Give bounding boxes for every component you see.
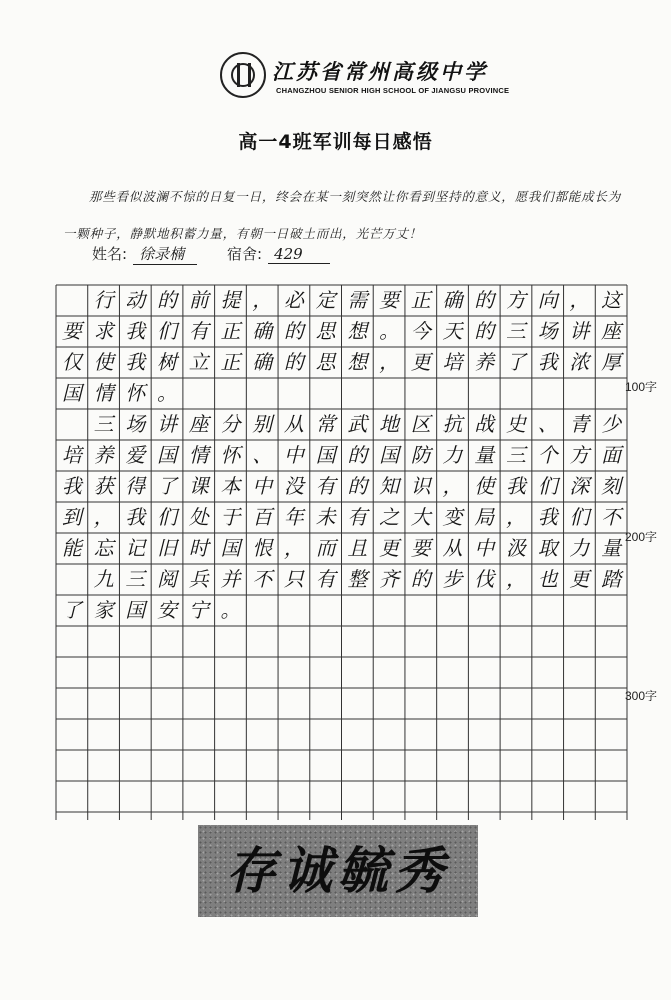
essay-char: 区 xyxy=(410,412,431,436)
essay-char: 确 xyxy=(442,288,463,312)
essay-char: 地 xyxy=(379,412,400,436)
essay-char: 少 xyxy=(601,412,622,436)
essay-char: 培 xyxy=(442,350,463,374)
essay-char: 方 xyxy=(569,443,590,467)
essay-char: 得 xyxy=(125,474,146,498)
essay-char: 更 xyxy=(410,350,431,374)
essay-char: 量 xyxy=(474,443,495,467)
dorm-value: 429 xyxy=(268,245,330,264)
essay-char: 场 xyxy=(537,319,558,343)
essay-char: 。 xyxy=(220,598,241,622)
essay-char: 们 xyxy=(157,319,178,343)
essay-char: 到 xyxy=(61,505,82,529)
essay-char: 汲 xyxy=(505,536,526,560)
essay-char: 、 xyxy=(252,443,273,467)
name-label: 姓名: xyxy=(92,245,128,263)
essay-char: 的 xyxy=(347,474,368,498)
essay-char: 国 xyxy=(315,443,336,467)
essay-char: 抗 xyxy=(442,412,463,436)
essay-char: 于 xyxy=(220,505,241,529)
stamp-text: 存诚毓秀 xyxy=(226,841,450,900)
essay-char: 有 xyxy=(347,505,368,529)
essay-char: 量 xyxy=(601,536,622,560)
essay-char: 三 xyxy=(505,319,526,343)
essay-char: 中 xyxy=(252,474,273,498)
essay-char: 确 xyxy=(252,350,273,374)
essay-char: 而 xyxy=(315,536,336,560)
essay-char: 的 xyxy=(347,443,368,467)
essay-char: 讲 xyxy=(569,319,590,343)
essay-char: 这 xyxy=(601,288,622,312)
essay-char: 从 xyxy=(442,536,463,560)
essay-char: 时 xyxy=(188,536,209,560)
essay-char: 场 xyxy=(125,412,146,436)
essay-char: 天 xyxy=(442,319,463,343)
essay-char: 养 xyxy=(474,350,495,374)
essay-char: 我 xyxy=(537,505,558,529)
essay-char: 变 xyxy=(442,505,463,529)
essay-char: 宁 xyxy=(188,598,209,622)
essay-char: 立 xyxy=(188,350,209,374)
essay-char: 更 xyxy=(379,536,400,560)
essay-char: 使 xyxy=(93,350,114,374)
essay-char: 深 xyxy=(569,474,590,498)
essay-char: 刻 xyxy=(601,474,622,498)
essay-char: 想 xyxy=(347,319,368,343)
essay-char: 有 xyxy=(188,319,209,343)
essay-char: 求 xyxy=(93,319,114,343)
essay-char: ， xyxy=(505,505,526,529)
essay-char: 步 xyxy=(442,567,463,591)
essay-char: 了 xyxy=(505,350,526,374)
essay-char: 国 xyxy=(125,598,146,622)
essay-char: 的 xyxy=(283,350,304,374)
essay-char: ， xyxy=(442,474,463,498)
essay-char: 识 xyxy=(410,474,431,498)
essay-char: 青 xyxy=(569,412,590,436)
essay-char: 家 xyxy=(93,598,114,622)
essay-char: 三 xyxy=(505,443,526,467)
name-value: 徐录楠 xyxy=(133,243,197,265)
word-count-300: 300字 xyxy=(625,689,658,703)
essay-char: 正 xyxy=(410,288,431,312)
essay-char: 史 xyxy=(505,412,526,436)
essay-char: 更 xyxy=(569,567,590,591)
essay-char: 不 xyxy=(601,505,622,529)
essay-char: 。 xyxy=(157,381,178,405)
essay-char: 从 xyxy=(283,412,304,436)
essay-char: 我 xyxy=(125,319,146,343)
essay-char: 座 xyxy=(188,412,209,436)
essay-char: 大 xyxy=(410,505,431,529)
essay-char: 国 xyxy=(157,443,178,467)
essay-char: 们 xyxy=(537,474,558,498)
essay-char: 今 xyxy=(410,319,431,343)
essay-char: 养 xyxy=(93,443,114,467)
essay-char: 也 xyxy=(537,567,558,591)
essay-char: 分 xyxy=(220,412,241,436)
essay-char: ， xyxy=(569,288,590,312)
essay-char: 个 xyxy=(537,443,558,467)
essay-char: 正 xyxy=(220,350,241,374)
essay-char: 力 xyxy=(569,536,590,560)
essay-char: 年 xyxy=(283,505,304,529)
essay-char: 。 xyxy=(379,319,400,343)
essay-char: 思 xyxy=(315,350,336,374)
essay-char: ， xyxy=(93,505,114,529)
essay-char: 、 xyxy=(537,412,558,436)
essay-char: 伐 xyxy=(474,567,495,591)
essay-char: 前 xyxy=(188,288,209,312)
essay-char: 百 xyxy=(252,505,273,529)
essay-char: 必 xyxy=(283,288,304,312)
essay-char: 的 xyxy=(474,319,495,343)
essay-char: 怀 xyxy=(220,443,241,467)
school-name-en: CHANGZHOU SENIOR HIGH SCHOOL OF JIANGSU PROVINCE xyxy=(276,86,510,95)
essay-char: 想 xyxy=(347,350,368,374)
essay-char: 情 xyxy=(188,443,209,467)
school-name-cn: 江苏省常州高级中学 xyxy=(272,59,488,84)
essay-char: 们 xyxy=(157,505,178,529)
word-count-200: 200字 xyxy=(625,530,658,544)
essay-char: 厚 xyxy=(601,350,622,374)
essay-char: 能 xyxy=(61,536,82,560)
essay-char: 的 xyxy=(157,288,178,312)
essay-char: 国 xyxy=(61,381,82,405)
preface-text: 那些看似波澜不惊的日复一日，终会在某一刻突然让你看到坚持的意义，愿我们都能成长为一颗种子，静默地积蓄力量，有朝一日破土而出，光芒万丈！ xyxy=(63,189,622,241)
essay-char: 获 xyxy=(93,474,114,498)
essay-char: 并 xyxy=(220,567,241,591)
essay-char xyxy=(56,409,88,440)
essay-char: 力 xyxy=(442,443,463,467)
essay-char: 们 xyxy=(569,505,590,529)
essay-char: 要 xyxy=(379,288,400,312)
essay-char: 要 xyxy=(61,319,82,343)
essay-char: 爱 xyxy=(125,443,146,467)
essay-char: 国 xyxy=(220,536,241,560)
essay-char: 防 xyxy=(410,443,431,467)
essay-char: 座 xyxy=(601,319,622,343)
essay-char: 常 xyxy=(315,412,336,436)
essay-char: 只 xyxy=(283,567,304,591)
essay-char: 动 xyxy=(125,288,146,312)
essay-char: 九 xyxy=(93,567,114,591)
essay-char: 培 xyxy=(61,443,82,467)
essay-char: 不 xyxy=(252,567,273,591)
essay-char: 武 xyxy=(347,412,368,436)
essay-char: 别 xyxy=(252,412,273,436)
essay-char: 正 xyxy=(220,319,241,343)
essay-char: 要 xyxy=(410,536,431,560)
essay-char: 战 xyxy=(474,412,495,436)
essay-char: 我 xyxy=(61,474,82,498)
essay-char: 我 xyxy=(125,505,146,529)
essay-char: 的 xyxy=(283,319,304,343)
essay-char: 树 xyxy=(157,350,178,374)
essay-char: 行 xyxy=(93,288,114,312)
essay-char: 确 xyxy=(252,319,273,343)
word-count-100: 100字 xyxy=(625,380,658,394)
essay-char: 情 xyxy=(93,381,114,405)
essay-char: 讲 xyxy=(157,412,178,436)
dorm-label: 宿舍: xyxy=(227,245,263,263)
essay-char: 忘 xyxy=(93,536,114,560)
essay-char: 阅 xyxy=(157,567,178,591)
essay-char: 未 xyxy=(315,505,336,529)
essay-char: 整 xyxy=(347,567,368,591)
essay-char: 踏 xyxy=(601,567,622,591)
essay-char: 且 xyxy=(347,536,368,560)
essay-char: ， xyxy=(252,288,273,312)
essay-char: 提 xyxy=(220,288,241,312)
essay-char: 知 xyxy=(379,474,400,498)
essay-char: 定 xyxy=(315,288,336,312)
essay-char: 浓 xyxy=(569,350,590,374)
essay-char: 怀 xyxy=(125,381,146,405)
essay-char: 本 xyxy=(220,474,241,498)
essay-char: 齐 xyxy=(379,567,400,591)
essay-char: 记 xyxy=(125,536,146,560)
essay-char: 课 xyxy=(188,474,209,498)
essay-char: 中 xyxy=(474,536,495,560)
essay-char: 使 xyxy=(474,474,495,498)
essay-char: 需 xyxy=(347,288,368,312)
essay-char: 恨 xyxy=(252,536,273,560)
essay-char: 兵 xyxy=(188,567,209,591)
essay-char: 处 xyxy=(188,505,209,529)
essay-char: ， xyxy=(379,350,400,374)
essay-char: 思 xyxy=(315,319,336,343)
essay-char: 有 xyxy=(315,474,336,498)
essay-char xyxy=(56,285,88,316)
essay-char: 中 xyxy=(283,443,304,467)
essay-char: 面 xyxy=(601,443,622,467)
essay-char: ， xyxy=(283,536,304,560)
essay-char: 了 xyxy=(157,474,178,498)
essay-char: 仅 xyxy=(61,350,82,374)
essay-char: 局 xyxy=(474,505,495,529)
essay-char: 国 xyxy=(379,443,400,467)
essay-char: 安 xyxy=(157,598,178,622)
calligraphy-stamp xyxy=(198,825,478,917)
essay-char xyxy=(56,564,88,595)
essay-char: 我 xyxy=(505,474,526,498)
essay-char: 了 xyxy=(61,598,82,622)
essay-char: ， xyxy=(505,567,526,591)
essay-char: 三 xyxy=(93,412,114,436)
essay-char: 的 xyxy=(474,288,495,312)
essay-char: 三 xyxy=(125,567,146,591)
essay-char: 有 xyxy=(315,567,336,591)
essay-char: 旧 xyxy=(157,536,178,560)
essay-char: 我 xyxy=(537,350,558,374)
essay-char: 我 xyxy=(125,350,146,374)
essay-char: 向 xyxy=(537,288,558,312)
essay-char: 取 xyxy=(537,536,558,560)
essay-char: 的 xyxy=(410,567,431,591)
essay-char: 没 xyxy=(283,474,304,498)
essay-char: 之 xyxy=(379,505,400,529)
essay-char: 方 xyxy=(505,288,526,312)
page-title: 高一4班军训每日感悟 xyxy=(238,131,433,153)
